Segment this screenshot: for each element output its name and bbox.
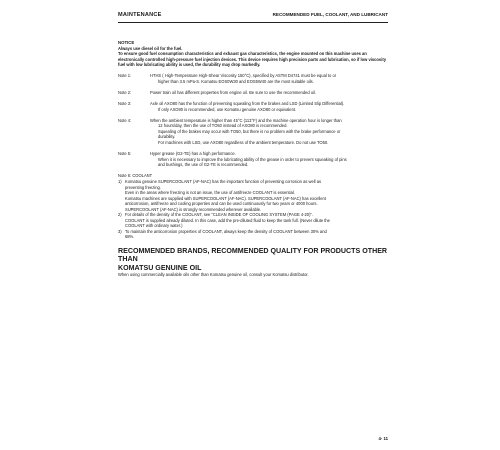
- item-line: Komatsu genuine SUPERCOOLANT (AF-NAC) has the important function of preventing corrosion as well as: [125, 178, 322, 184]
- note-2: [118, 90, 390, 96]
- item-number: 3): [118, 228, 122, 234]
- note-line: If only AXO80 is recommended, use Komatsu genuine AXO80 or equivalent.: [158, 106, 297, 112]
- item-line: To maintain the anticorrosion properties of COOLANT, always keep the density of COOLANT between 30% and: [125, 228, 327, 234]
- section-title-line: KOMATSU GENUINE OIL: [118, 263, 202, 272]
- note-label: Note 2:: [118, 90, 132, 96]
- notice-text: To ensure good fuel consumption characteristics and exhaust gas characteristics, the engine mounted on this machine uses an electronically controlled high-pressure fuel injection devices. This device requires high precision parts and lubrication, so if low viscosity fuel with low lubricating ability is used, the durability may drop markedly.: [118, 51, 386, 68]
- item-line: anticorrosion, antifreeze and cooling properties and can be used continuously for two years or 4000 hours.: [125, 201, 318, 207]
- header-section-name: MAINTENANCE: [118, 12, 162, 18]
- note-line: Squealing of the brakes may occur with TO50, but there is no problem with the brake performance or: [158, 128, 341, 134]
- note-line: higher than 3.5 mPa-S. Komatsu EOS0W30 and EOS5W40 are the most suitable oils.: [158, 78, 314, 84]
- note-label: Note 1:: [118, 73, 132, 79]
- note-label: Note 5:: [118, 151, 132, 157]
- note-label: Note 3:: [118, 101, 132, 107]
- note-4: [118, 118, 390, 146]
- note-line: durability.: [158, 134, 176, 140]
- note-6-label: Note 6: COOLANT: [118, 173, 153, 179]
- page-header: [118, 12, 388, 23]
- coolant-item-3: [118, 229, 390, 240]
- note-line: Axle oil AXO80 has the function of preventing squealing from the brakes and LSD (Limited Slip Differential).: [150, 101, 345, 107]
- note-line: and bushings, the use of G2-TE is recommended.: [158, 162, 249, 168]
- item-line: SUPERCOOLANT (AF-NAC) is strongly recommended wherever available.: [125, 206, 262, 212]
- header-title: RECOMMENDED FUEL, COOLANT, AND LUBRICANT: [272, 12, 388, 17]
- notice-lead: Always use diesel oil for the fuel.: [118, 45, 183, 51]
- item-line: COOLANT is supplied already diluted. In this case, add the pre-diluted fluid to keep the tank full. (Never dilute the: [125, 217, 330, 223]
- item-number: 1): [118, 178, 122, 184]
- note-line: Power train oil has different properties from engine oil. Be sure to use the recommended oil.: [150, 90, 317, 96]
- note-line: When it is necessary to improve the lubricating ability of the grease in order to prevent squeaking of pins: [158, 156, 347, 162]
- section-title: [118, 247, 390, 272]
- page-number: 4- 11: [378, 436, 388, 441]
- note-label: Note 4:: [118, 117, 132, 123]
- note-line: For machines with LSD, use AXO80 regardless of the ambient temperature. Do not use TO50.: [158, 140, 329, 146]
- page-content: [118, 40, 390, 278]
- note-3: [118, 101, 390, 112]
- note-line: When the ambient temperature is higher than 45°C (113°F) and the machine operation hour is longer than: [150, 117, 342, 123]
- item-line: preventing freezing.: [125, 184, 161, 190]
- section-body: When using commercially available oils other than Komatsu genuine oil, consult your Komatsu distributor.: [118, 272, 309, 278]
- notice-block: [118, 40, 390, 68]
- coolant-item-2: [118, 212, 390, 229]
- note-1: [118, 73, 390, 84]
- item-line: Komatsu machines are supplied with SUPERCOOLANT (AF-NAC). SUPERCOOLANT (AF-NAC) has excellent: [125, 195, 326, 201]
- item-number: 2): [118, 212, 122, 218]
- item-line: 68%.: [125, 234, 135, 240]
- notice-title: NOTICE: [118, 40, 135, 45]
- item-line: COOLANT with ordinary water.): [125, 223, 183, 229]
- note-line: 12 hours/day, then the use of TO50 instead of AXO80 is recommended.: [158, 123, 288, 129]
- item-line: Even in the areas where freezing is not an issue, the use of antifreeze COOLANT is essential.: [125, 190, 295, 196]
- coolant-item-1: [118, 179, 390, 212]
- section-title-line: RECOMMENDED BRANDS, RECOMMENDED QUALITY FOR PRODUCTS OTHER THAN: [118, 246, 388, 264]
- note-line: HTHS ( High-Temperature High-Shear Viscosity 150°C), specified by ASTM D4741 must be equal to or: [150, 73, 337, 79]
- note-line: Hyper grease (G2-TE) has a high performance.: [150, 151, 236, 157]
- item-line: For details of the density of the COOLANT, see "CLEAN INSIDE OF COOLING SYSTEM (PAGE 4-20)".: [125, 212, 314, 218]
- note-5: [118, 151, 390, 168]
- note-6-coolant: [118, 173, 390, 240]
